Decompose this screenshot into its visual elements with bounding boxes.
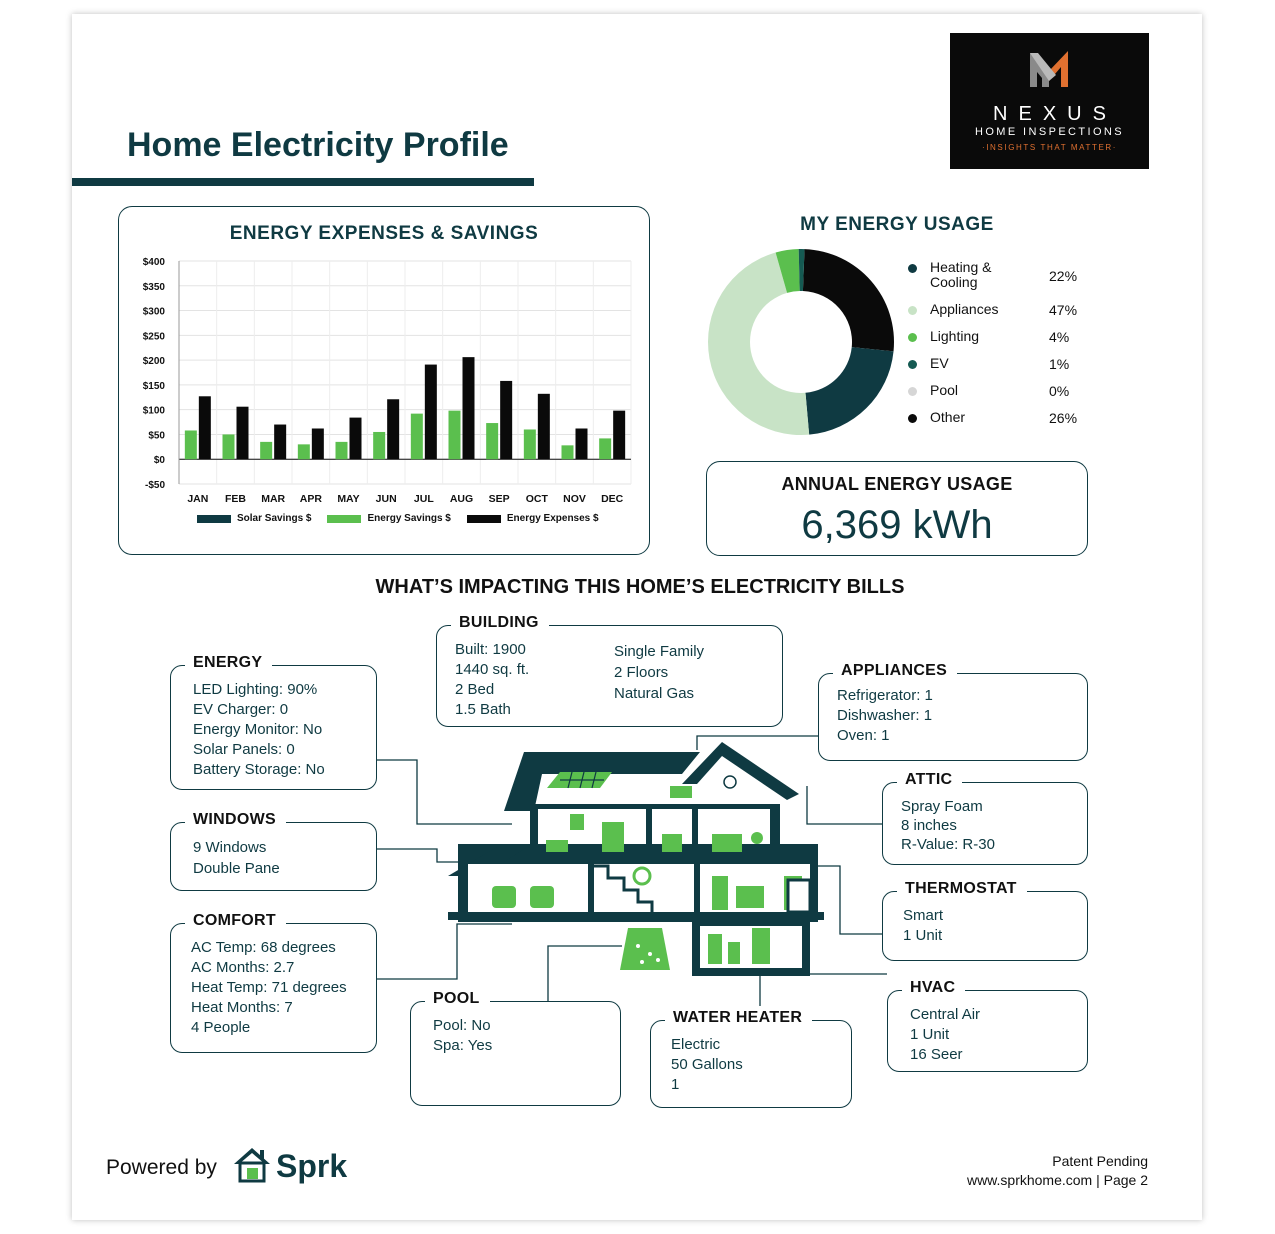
usage-title: MY ENERGY USAGE: [800, 214, 994, 235]
attic-box-title: ATTIC: [897, 771, 962, 789]
x-tick-label: SEP: [488, 493, 510, 505]
report-page: [72, 14, 1202, 1220]
usage-percent: 0%: [1049, 383, 1070, 399]
pool-icon: [620, 928, 670, 970]
windows-box-title: WINDOWS: [185, 811, 286, 829]
usage-percent: 47%: [1049, 302, 1078, 318]
sprk-brand: Sprk: [276, 1148, 348, 1184]
y-tick-label: $250: [142, 331, 165, 343]
comfort-box-title: COMFORT: [185, 912, 286, 930]
appliances-line: Oven: 1: [837, 727, 890, 744]
usage-label: EV: [930, 355, 949, 371]
powered-by-label: Powered by: [106, 1156, 217, 1179]
pool-line: Pool: No: [433, 1017, 491, 1034]
y-tick-label: $150: [142, 380, 165, 392]
appliances-box: [818, 662, 1088, 761]
y-tick-label: $0: [153, 455, 165, 467]
appliances-line: Dishwasher: 1: [837, 707, 933, 724]
energy-box-title: ENERGY: [185, 654, 272, 672]
impact-section-title: WHAT’S IMPACTING THIS HOME’S ELECTRICITY BILLS: [375, 576, 905, 598]
x-tick-label: OCT: [525, 493, 548, 505]
energy-line: Solar Panels: 0: [193, 741, 295, 758]
x-tick-label: MAY: [337, 493, 360, 505]
attic-line: R-Value: R-30: [901, 836, 995, 853]
energy-line: Battery Storage: No: [193, 761, 325, 778]
legend-label: Energy Expenses $: [506, 513, 599, 524]
x-tick-label: JAN: [187, 493, 209, 505]
hvac-line: Central Air: [910, 1006, 981, 1023]
building-line: 1.5 Bath: [455, 701, 511, 718]
comfort-line: Heat Temp: 71 degrees: [191, 979, 347, 996]
water-heater-line: 1: [671, 1076, 680, 1093]
windows-line: 9 Windows: [193, 839, 267, 856]
usage-label: Other: [930, 409, 966, 425]
water-heater-line: Electric: [671, 1036, 721, 1053]
usage-label: Heating & Cooling: [930, 259, 992, 290]
attic-box: [882, 771, 1088, 865]
water-heater-box-title: WATER HEATER: [665, 1009, 812, 1027]
usage-percent: 22%: [1049, 268, 1078, 284]
y-tick-label: $200: [142, 356, 165, 368]
thermostat-line: 1 Unit: [903, 927, 943, 944]
water-heater-line: 50 Gallons: [671, 1056, 743, 1073]
hvac-line: 1 Unit: [910, 1026, 950, 1043]
x-tick-label: NOV: [563, 493, 586, 505]
hvac-box-title: HVAC: [902, 979, 965, 997]
legend-label: Energy Savings $: [367, 513, 451, 524]
x-tick-label: DEC: [601, 493, 624, 505]
thermostat-line: Smart: [903, 907, 944, 924]
page-title: Home Electricity Profile: [127, 126, 509, 164]
usage-percent: 1%: [1049, 356, 1070, 372]
thermostat-box-title: THERMOSTAT: [897, 880, 1027, 898]
y-tick-label: $350: [142, 281, 165, 293]
building-box: [436, 614, 783, 727]
logo-subtitle: HOME INSPECTIONS: [974, 126, 1125, 138]
windows-line: Double Pane: [193, 860, 280, 877]
pool-line: Spa: Yes: [433, 1037, 493, 1054]
footer-info: [902, 1152, 1148, 1190]
usage-label: Appliances: [930, 301, 999, 317]
comfort-box: [170, 912, 377, 1053]
usage-percent: 4%: [1049, 329, 1070, 345]
legend-label: Solar Savings $: [237, 513, 312, 524]
usage-label: Pool: [930, 382, 959, 398]
comfort-line: 4 People: [191, 1019, 251, 1036]
attic-line: 8 inches: [901, 817, 957, 834]
building-line: 2 Bed: [455, 681, 495, 698]
y-tick-label: -$50: [144, 480, 165, 491]
energy-box: [170, 654, 377, 790]
comfort-line: AC Temp: 68 degrees: [191, 939, 336, 956]
annual-usage-value: 6,369 kWh: [801, 503, 993, 547]
building-line: Built: 1900: [455, 641, 526, 658]
x-tick-label: FEB: [225, 493, 246, 505]
usage-label: Lighting: [930, 328, 980, 344]
logo-tagline: ·INSIGHTS THAT MATTER·: [981, 143, 1118, 152]
logo-name: NEXUS: [993, 103, 1117, 125]
x-tick-label: JUN: [375, 493, 397, 505]
y-tick-label: $100: [142, 405, 165, 417]
building-box-title: BUILDING: [451, 614, 549, 632]
appliances-line: Refrigerator: 1: [837, 687, 933, 704]
patent-text: Patent Pending: [1052, 1153, 1148, 1169]
pool-box: [410, 990, 621, 1106]
comfort-line: AC Months: 2.7: [191, 959, 295, 976]
sprk-house-icon: [232, 1144, 272, 1184]
y-tick-label: $400: [142, 257, 165, 268]
energy-line: LED Lighting: 90%: [193, 681, 318, 698]
building-line: 2 Floors: [614, 664, 669, 681]
energy-line: Energy Monitor: No: [193, 721, 323, 738]
thermostat-box: [882, 880, 1088, 961]
y-tick-label: $50: [148, 430, 165, 442]
appliances-box-title: APPLIANCES: [833, 662, 957, 680]
hvac-unit-icon: [788, 880, 810, 912]
y-tick-label: $300: [142, 306, 165, 318]
site-page-text: www.sprkhome.com | Page 2: [966, 1172, 1148, 1188]
x-tick-label: MAR: [261, 493, 286, 505]
pool-box-title: POOL: [425, 990, 490, 1008]
chart-title: ENERGY EXPENSES & SAVINGS: [229, 223, 539, 244]
hvac-line: 16 Seer: [910, 1046, 963, 1063]
building-line: Natural Gas: [614, 685, 695, 702]
x-tick-label: AUG: [449, 493, 474, 505]
windows-box: [170, 811, 377, 891]
comfort-line: Heat Months: 7: [191, 999, 293, 1016]
attic-line: Spray Foam: [901, 798, 983, 815]
building-line: 1440 sq. ft.: [455, 661, 530, 678]
water-heater-box: [650, 1009, 852, 1108]
building-line: Single Family: [614, 643, 705, 660]
energy-line: EV Charger: 0: [193, 701, 289, 718]
usage-percent: 26%: [1049, 410, 1078, 426]
hvac-box: [887, 979, 1088, 1072]
annual-usage-label: ANNUAL ENERGY USAGE: [781, 474, 1013, 494]
x-tick-label: APR: [299, 493, 322, 505]
x-tick-label: JUL: [413, 493, 434, 505]
solar-panel-icon: [547, 772, 612, 788]
